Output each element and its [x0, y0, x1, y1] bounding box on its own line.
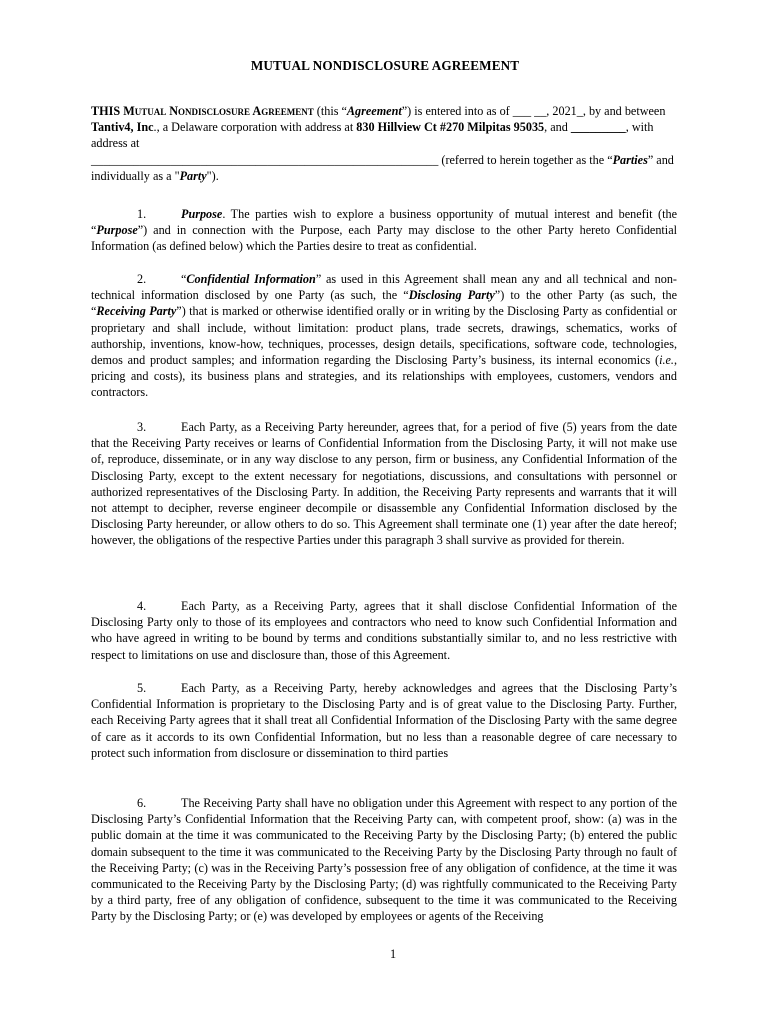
section-text: ”) and in connection with the Purpose, each Party may disclose to the other Party hereto Confidential Information (as defined below) which the Parties desire to treat as confidential. [91, 223, 677, 254]
section-text: ”) that is marked or otherwise identified orally or in writing by the Disclosing Party as confidential or proprietary and shall include, without limitation: product plans, trade secrets, drawings, schematics, works of authorship, inventions, know-how, techniques, processes, design details, specifications, software code, technologies, demos and product samples; and information regarding the Disclosing Party’s business, its internal economics ( [91, 304, 677, 368]
intro-text: , and [544, 120, 571, 135]
intro-blank-party: _________ [570, 120, 626, 135]
section-text: Each Party, as a Receiving Party hereunder, agrees that, for a period of five (5) years from the date that the Receiving Party receives or learns of Confidential Information from the Disclosing Party, it will not make use of, reproduce, disseminate, or in any way disclose to any person, firm or business, any Confidential Information of the Disclosing Party, except to the extent necessary for negotiations, discussions, and consultations with personnel or authorized representatives of the Disclosing Party. In addition, the Receiving Party represents and warrants that it will not attempt to decipher, reverse engineer decompile or disassemble any Confidential Information disclosed by the Disclosing Party hereunder, or allow others to do so. This Agreement shall terminate one (1) year after the date hereof; however, the obligations of the respective Parties under this paragraph 3 shall survive as provided for therein. [91, 420, 677, 548]
intro-parties-term: Parties [612, 152, 648, 167]
intro-agreement-name: Mutual Nondisclosure Agreement [123, 104, 314, 118]
section-3 [91, 419, 677, 549]
intro-company: Tantiv4, Inc [91, 120, 154, 135]
intro-agreement-term: Agreement [346, 104, 402, 118]
section-number: 6. [137, 796, 147, 810]
defined-term: Receiving Party [96, 304, 177, 319]
intro-text: ”) is entered into as of ___ __, 2021_, by and between [401, 104, 666, 118]
section-6 [91, 795, 677, 925]
intro-text: _________________________________________________________ (referred to herein together as the “ [91, 152, 613, 167]
intro-paragraph [91, 103, 681, 184]
section-text: The Receiving Party shall have no obligation under this Agreement with respect to any portion of the Disclosing Party’s Confidential Information that the Receiving Party can, with competent proof, show: (a) was in the public domain at the time it was communicated to the Receiving Party by the Disclosing Party; (b) entered the public domain subsequent to the time it was communicated to the Receiving Party by the Disclosing Party through no fault of the Receiving Party; (c) was in the Receiving Party’s possession free of any obligation of confidence, at the time it was communicated to the Receiving Party by the Disclosing Party; (d) was rightfully communicated to the Receiving Party by a third party, free of any obligation of confidence, subsequent to the time it was communicated to the Receiving Party by the Disclosing Party; or (e) was developed by employees or agents of the Receiving [91, 796, 677, 924]
section-text: ” as used in this Agreement shall mean any and all technical and non-technical information disclosed by one Party (as such, the “ [91, 272, 677, 303]
section-text: ”) to the other Party (as such, the “ [91, 288, 677, 319]
intro-text: "). [206, 168, 219, 183]
intro-address: 830 Hillview Ct #270 Milpitas 95035 [356, 120, 545, 135]
section-number: 3. [137, 420, 147, 434]
section-text: , pricing and costs), its business plans and strategies, and its relationships with employees, customers, vendors and contractors. [91, 353, 677, 400]
intro-text: , with address at [91, 120, 654, 151]
section-number: 1. [137, 207, 147, 221]
intro-party-term: Party [179, 168, 207, 183]
section-heading: Purpose [181, 207, 223, 221]
section-5 [91, 680, 677, 761]
section-2 [91, 271, 677, 401]
section-text: Each Party, as a Receiving Party, agrees that it shall disclose Confidential Information of the Disclosing Party only to those of its employees and contractors who need to know such Confidential Information and who have agreed in writing to be bound by terms and conditions substantially similar to, and no less restrictive with respect to limitations on use and disclosure than, those of this Agreement. [91, 599, 677, 662]
section-text: “ [181, 272, 187, 286]
document-title: MUTUAL NONDISCLOSURE AGREEMENT [250, 58, 520, 73]
intro-this: THIS [91, 104, 124, 118]
section-4 [91, 598, 677, 663]
ie-abbrev: i.e. [659, 353, 674, 368]
defined-term: Confidential Information [186, 272, 316, 286]
intro-text: ” and individually as a " [91, 152, 674, 183]
section-text: Each Party, as a Receiving Party, hereby acknowledges and agrees that the Disclosing Party’s Confidential Information is proprietary to the Disclosing Party and is of great value to the Disclosing Party. Further, each Receiving Party agrees that it shall treat all Confidential Information of the Disclosing Party with the same degree of care as it accords to its own Confidential Information, but no less than a reasonable degree of care necessary to protect such information from disclosure or dissemination to third parties [91, 681, 677, 760]
intro-address-line [91, 152, 681, 184]
defined-term: Purpose [96, 223, 138, 238]
section-1 [91, 206, 677, 255]
section-number: 4. [137, 599, 147, 613]
intro-text: ., a Delaware corporation with address at [153, 120, 357, 135]
section-number: 5. [137, 681, 147, 695]
section-number: 2. [137, 272, 147, 286]
section-text: . The parties wish to explore a business opportunity of mutual interest and benefit (the “ [91, 207, 677, 238]
intro-text: (this “ [313, 104, 347, 118]
defined-term: Disclosing Party [408, 288, 495, 303]
page-number: 1 [389, 947, 397, 961]
